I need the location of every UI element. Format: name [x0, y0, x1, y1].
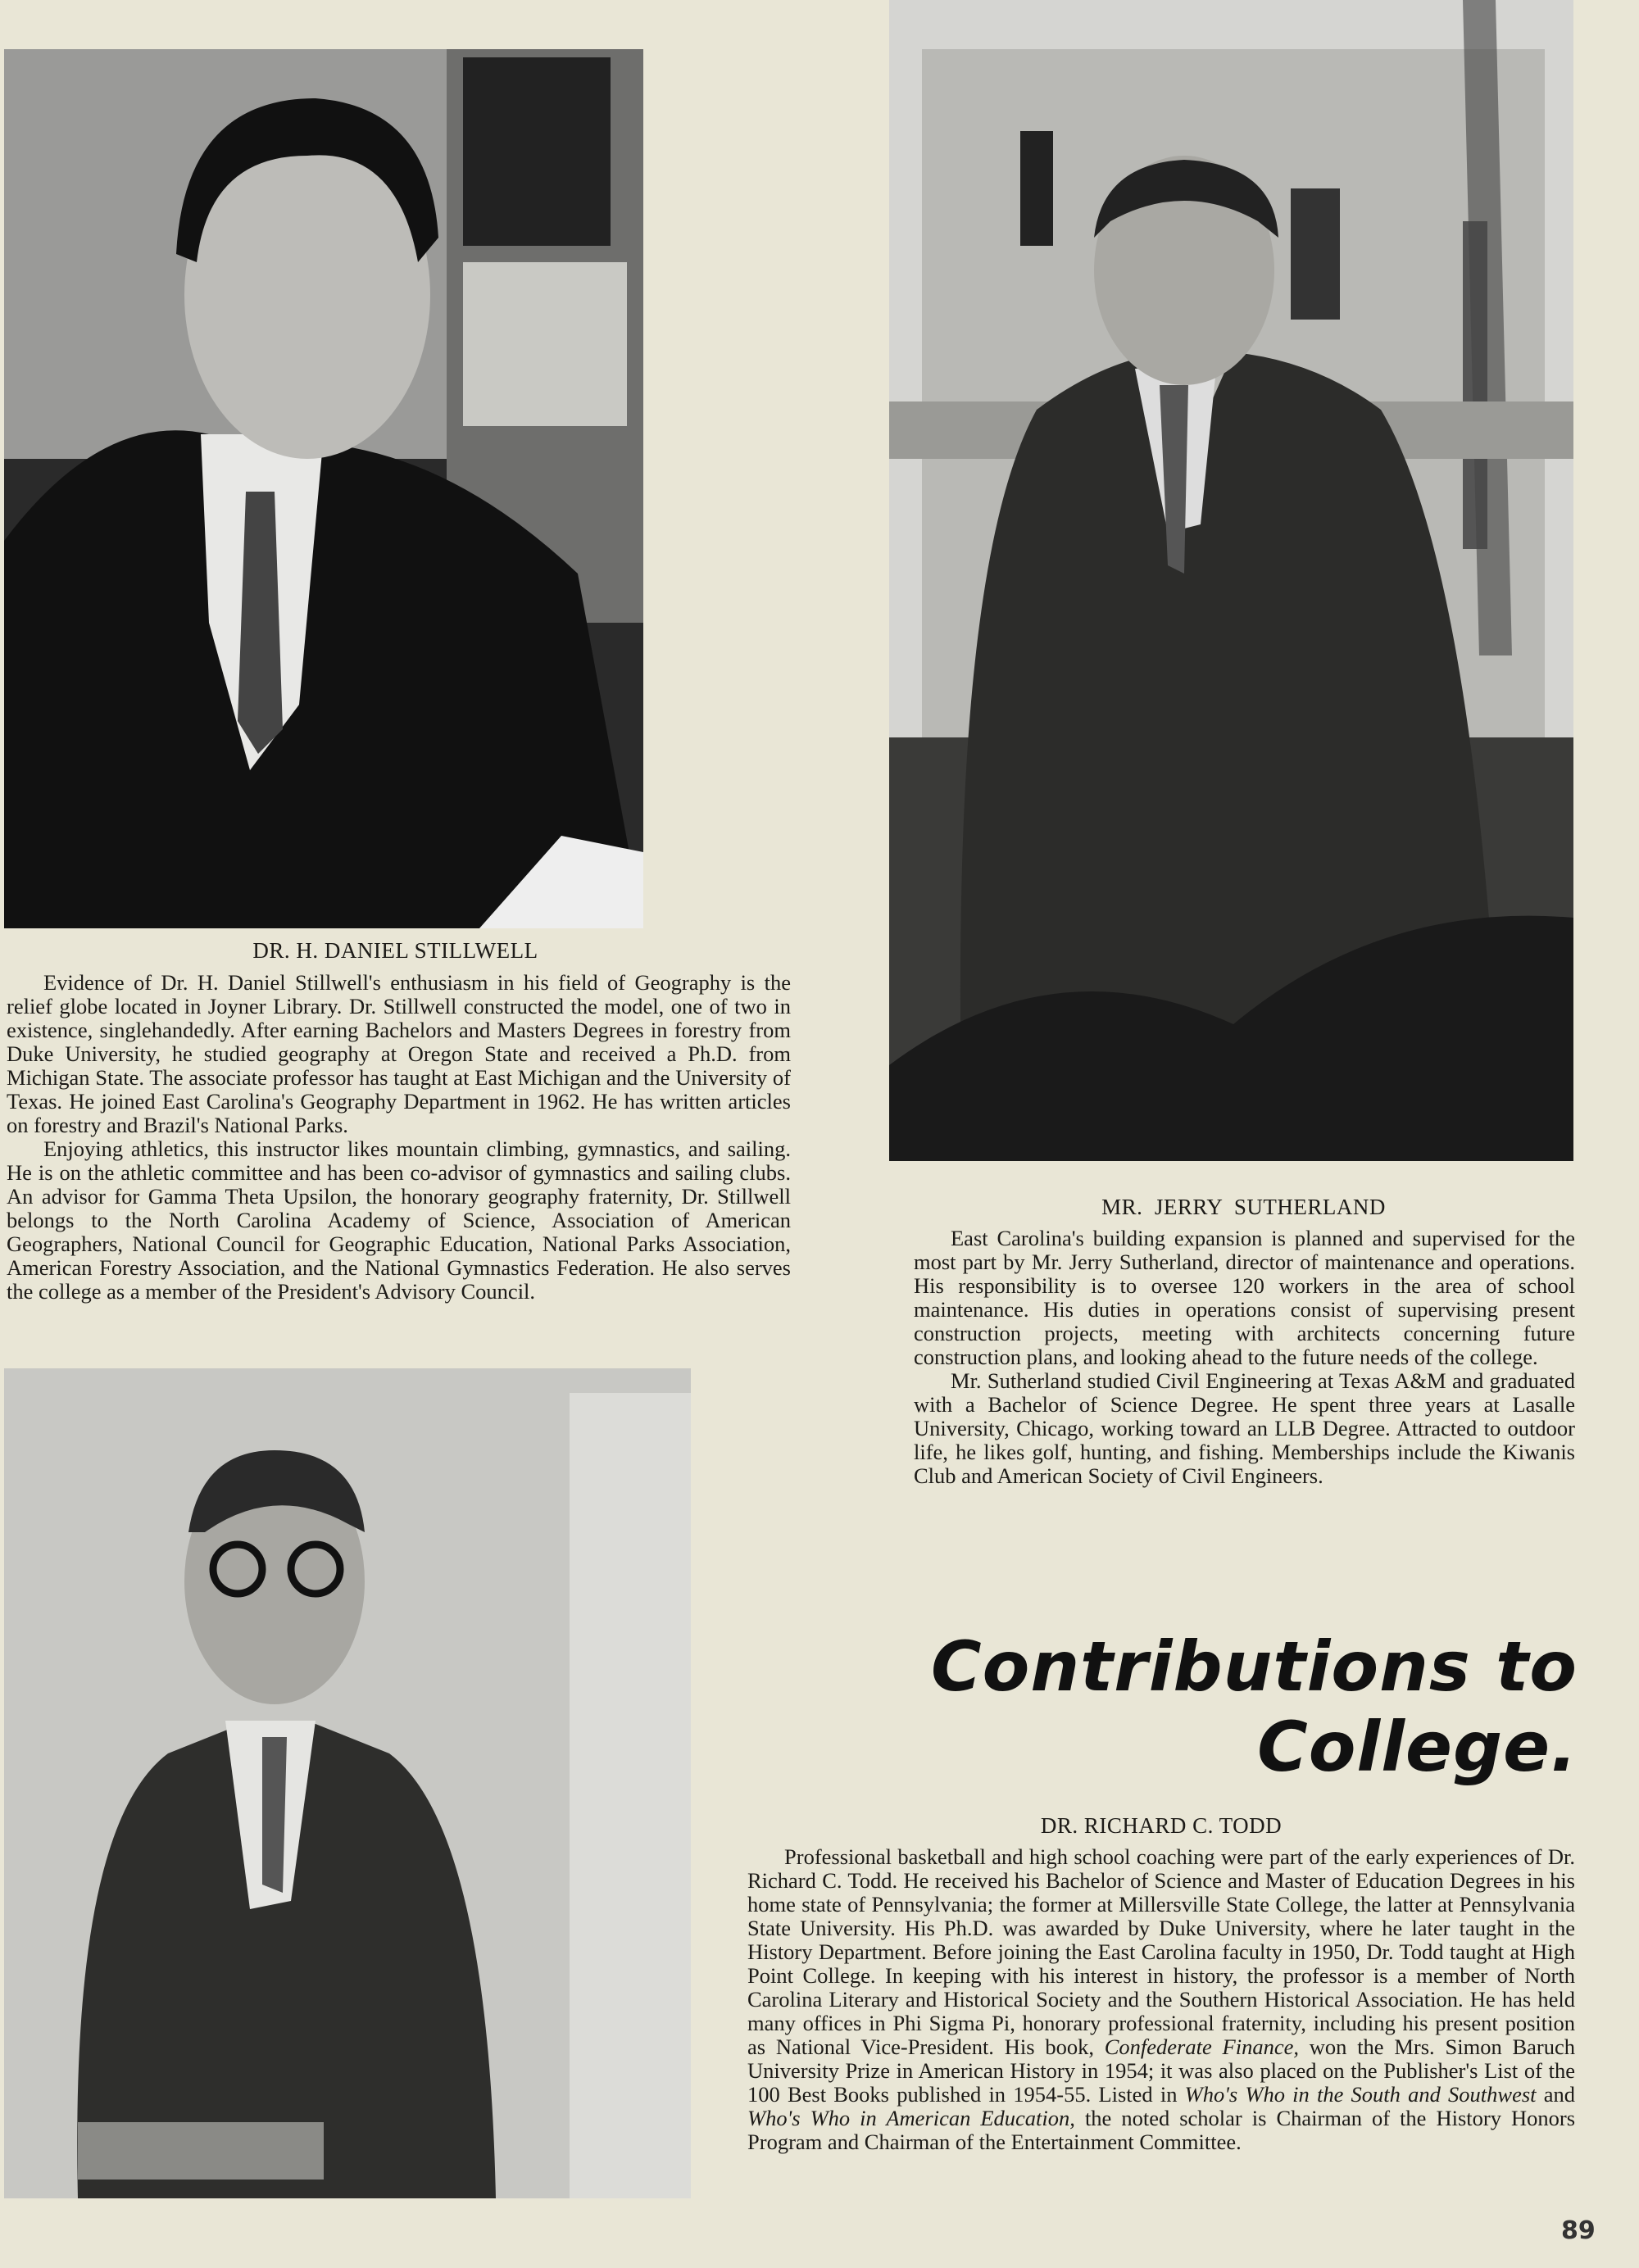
photo-todd — [4, 1368, 691, 2198]
bio-paragraph: East Carolina's building expansion is planned and supervised for the most part by Mr. Jerry Sutherland, director of maintenance and operations. His responsibility is to oversee 120 workers in the area of school maintenance. His duties in operations consist of supervising present construction projects, meeting with architects concerning future construction plans, and looking ahead to the future needs of the college. — [914, 1226, 1575, 1369]
caption-stillwell: DR. H. DANIEL STILLWELL — [252, 938, 538, 963]
bio-paragraph: Mr. Sutherland studied Civil Engineering at Texas A&M and graduated with a Bachelor of Science Degree. He spent three years at Lasalle University, Chicago, working toward an LLB Degree. Attracted to outdoor life, he likes golf, hunting, and fishing. Memberships include the Kiwanis Club and American Society of Civil Engineers. — [914, 1368, 1575, 1488]
photo-stillwell — [4, 49, 643, 928]
caption-sutherland: MR. JERRY SUTHERLAND — [1101, 1195, 1386, 1219]
bio-todd — [747, 1845, 1575, 2154]
page-headline: Contributions to College. — [930, 1626, 1578, 1787]
publication-title: Who's Who in American Education, — [747, 2106, 1075, 2130]
photo-sutherland — [889, 0, 1573, 1161]
caption-todd: DR. RICHARD C. TODD — [1040, 1813, 1283, 1838]
bio-text: the noted scholar is Chairman of the History Honors Program and Chairman of the Entertainment Committee. — [747, 2106, 1576, 2154]
bio-paragraph: Evidence of Dr. H. Daniel Stillwell's enthusiasm in his field of Geography is the relief globe located in Joyner Library. Dr. Stillwell constructed the model, one of two in existence, singlehandedly. After earning Bachelors and Masters Degrees in forestry from Duke University, he studied geography at Oregon State and received a Ph.D. from Michigan State. The associate professor has taught at East Michigan and the University of Texas. He joined East Carolina's Geography Department in 1962. He has written articles on forestry and Brazil's National Parks. — [7, 970, 791, 1137]
bio-text: Professional basketball and high school coaching were part of the early experiences of Dr. Richard C. Todd. He received his Bachelor of Science and Master of Education Degrees in his home state of Pennsylvania; the former at Millersville State College, the latter at Pennsylvania State University. His Ph.D. was awarded by Duke University, where he later taught in the History Department. Before joining the East Carolina faculty in 1950, Dr. Todd taught at High Point College. In keeping with his interest in history, the professor is a member of North Carolina Literary and Historical Society and the Southern Historical Association. He has held many offices in Phi Sigma Pi, honorary professional fraternity, including his present position as National Vice-President. His book, — [747, 1844, 1575, 2059]
bio-paragraph: Enjoying athletics, this instructor likes mountain climbing, gymnastics, and sailing. He is on the athletic committee and has been co-advisor of gymnastics and sailing clubs. An advisor for Gamma Theta Upsilon, the honorary geography fraternity, Dr. Stillwell belongs to the North Carolina Academy of Science, Association of American Geographers, National Council for Geographic Education, National Parks Association, American Forestry Association, and the National Gymnastics Federation. He also serves the college as a member of the President's Advisory Council. — [7, 1136, 791, 1304]
publication-title: Who's Who in the South and Southwest — [1184, 2082, 1537, 2107]
bio-stillwell — [7, 971, 791, 1304]
bio-paragraph — [747, 1845, 1575, 2154]
bio-text: and — [1536, 2082, 1575, 2107]
page-number: 89 — [1561, 2216, 1596, 2245]
book-title: Confederate Finance, — [1104, 2034, 1299, 2059]
bio-text: won the Mrs. Simon Baruch University Prize in American History in 1954; it was also placed on the Publisher's List of the 100 Best Books published in 1954-55. Listed in — [747, 2034, 1576, 2107]
bio-sutherland — [914, 1227, 1575, 1488]
